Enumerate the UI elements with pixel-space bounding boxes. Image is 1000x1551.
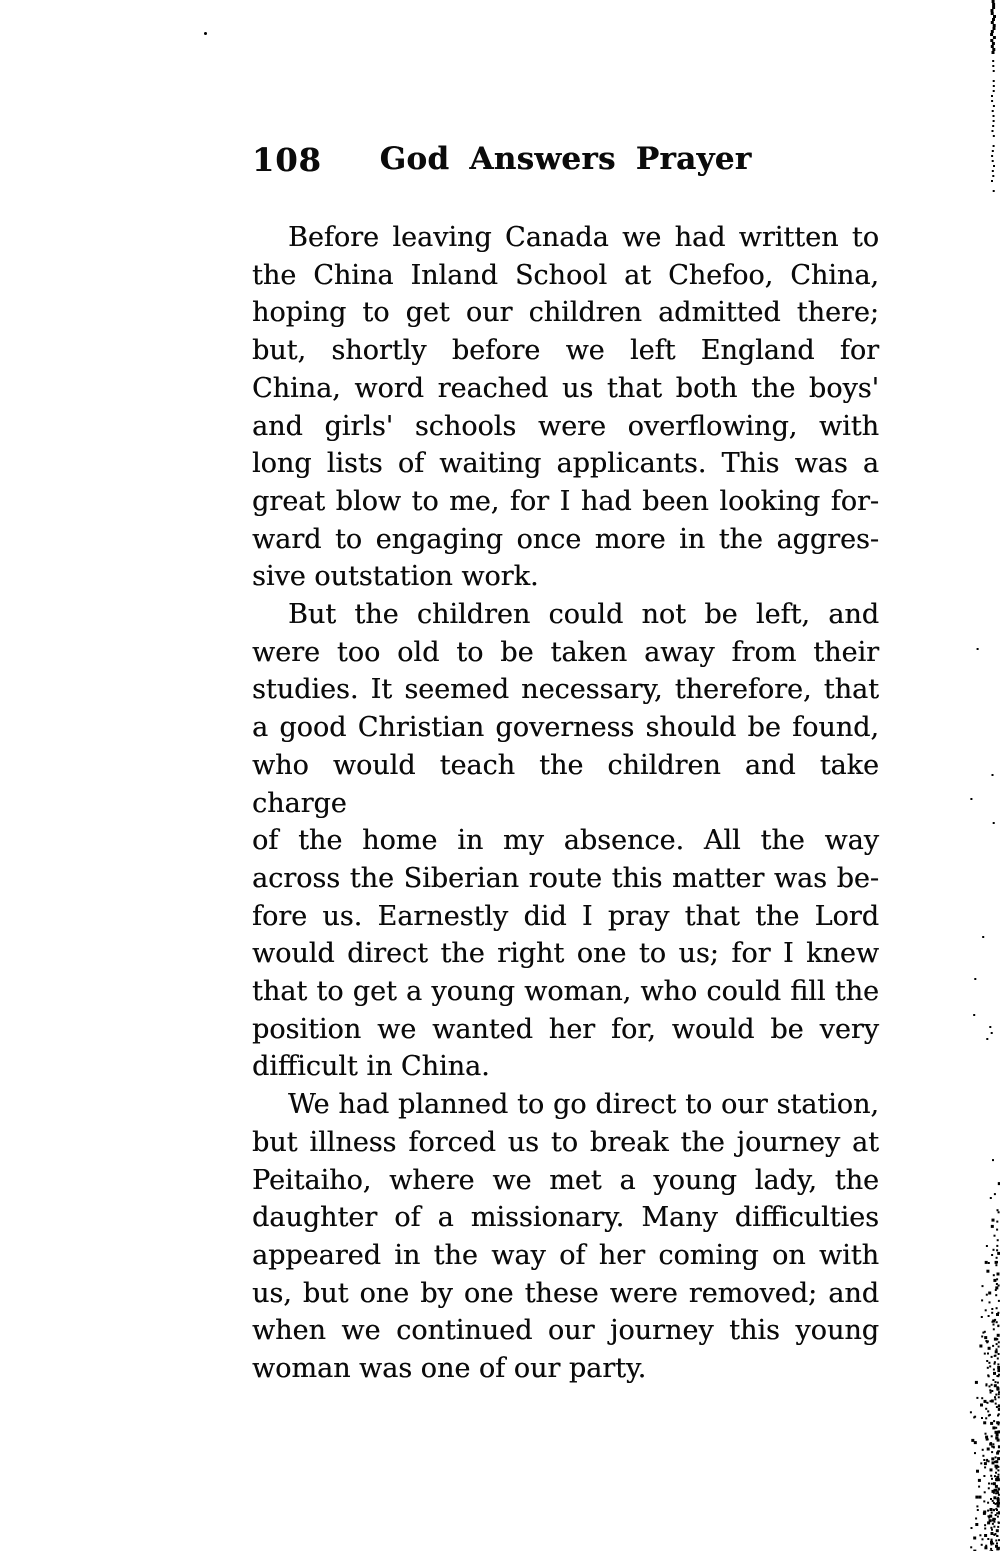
text-line: woman was one of our party. bbox=[252, 1353, 647, 1385]
text-line: Peitaiho, where we met a young lady, the bbox=[252, 1164, 879, 1196]
scan-edge-artifact bbox=[940, 0, 1000, 1551]
text-line: would direct the right one to us; for I knew bbox=[252, 938, 879, 970]
text-line: appeared in the way of her coming on with bbox=[252, 1239, 879, 1271]
text-line: who would teach the children and take charge bbox=[252, 749, 879, 819]
text-line: We had planned to go direct to our station, bbox=[288, 1089, 879, 1121]
text-line: long lists of waiting applicants. This was a bbox=[252, 448, 879, 480]
page-body bbox=[252, 219, 879, 1388]
text-line: great blow to me, for I had been looking for- bbox=[252, 485, 879, 517]
text-line: the China Inland School at Chefoo, China, bbox=[252, 259, 879, 291]
text-line: position we wanted her for, would be very bbox=[252, 1013, 879, 1045]
text-line: But the children could not be left, and bbox=[288, 599, 879, 631]
text-line: sive outstation work. bbox=[252, 561, 539, 593]
text-line: daughter of a missionary. Many difficulties bbox=[252, 1202, 879, 1234]
text-line: China, word reached us that both the boys' bbox=[252, 372, 879, 404]
paragraph bbox=[252, 1086, 879, 1388]
paragraph bbox=[252, 596, 879, 1086]
text-line: when we continued our journey this young bbox=[252, 1315, 879, 1347]
paragraph bbox=[252, 219, 879, 596]
text-line: and girls' schools were overflowing, with bbox=[252, 410, 879, 442]
running-title: God Answers Prayer bbox=[379, 141, 752, 177]
text-line: Before leaving Canada we had written to bbox=[288, 222, 879, 253]
scan-speck bbox=[204, 32, 207, 35]
text-line: but, shortly before we left England for bbox=[252, 335, 879, 367]
text-line: studies. It seemed necessary, therefore, that bbox=[252, 674, 879, 706]
page-number: 108 bbox=[252, 141, 322, 179]
text-line: that to get a young woman, who could fill the bbox=[252, 976, 879, 1008]
page-header bbox=[252, 141, 879, 185]
text-line: across the Siberian route this matter was be- bbox=[252, 862, 879, 894]
text-line: us, but one by one these were removed; and bbox=[252, 1277, 879, 1309]
text-line: of the home in my absence. All the way bbox=[252, 825, 879, 857]
text-line: fore us. Earnestly did I pray that the Lord bbox=[252, 900, 879, 932]
text-line: but illness forced us to break the journey at bbox=[252, 1126, 879, 1158]
text-line: were too old to be taken away from their bbox=[252, 636, 879, 668]
text-line: difficult in China. bbox=[252, 1051, 490, 1083]
text-line: ward to engaging once more in the aggres- bbox=[252, 523, 879, 555]
text-line: hoping to get our children admitted there; bbox=[252, 297, 879, 329]
text-line: a good Christian governess should be found, bbox=[252, 712, 879, 744]
